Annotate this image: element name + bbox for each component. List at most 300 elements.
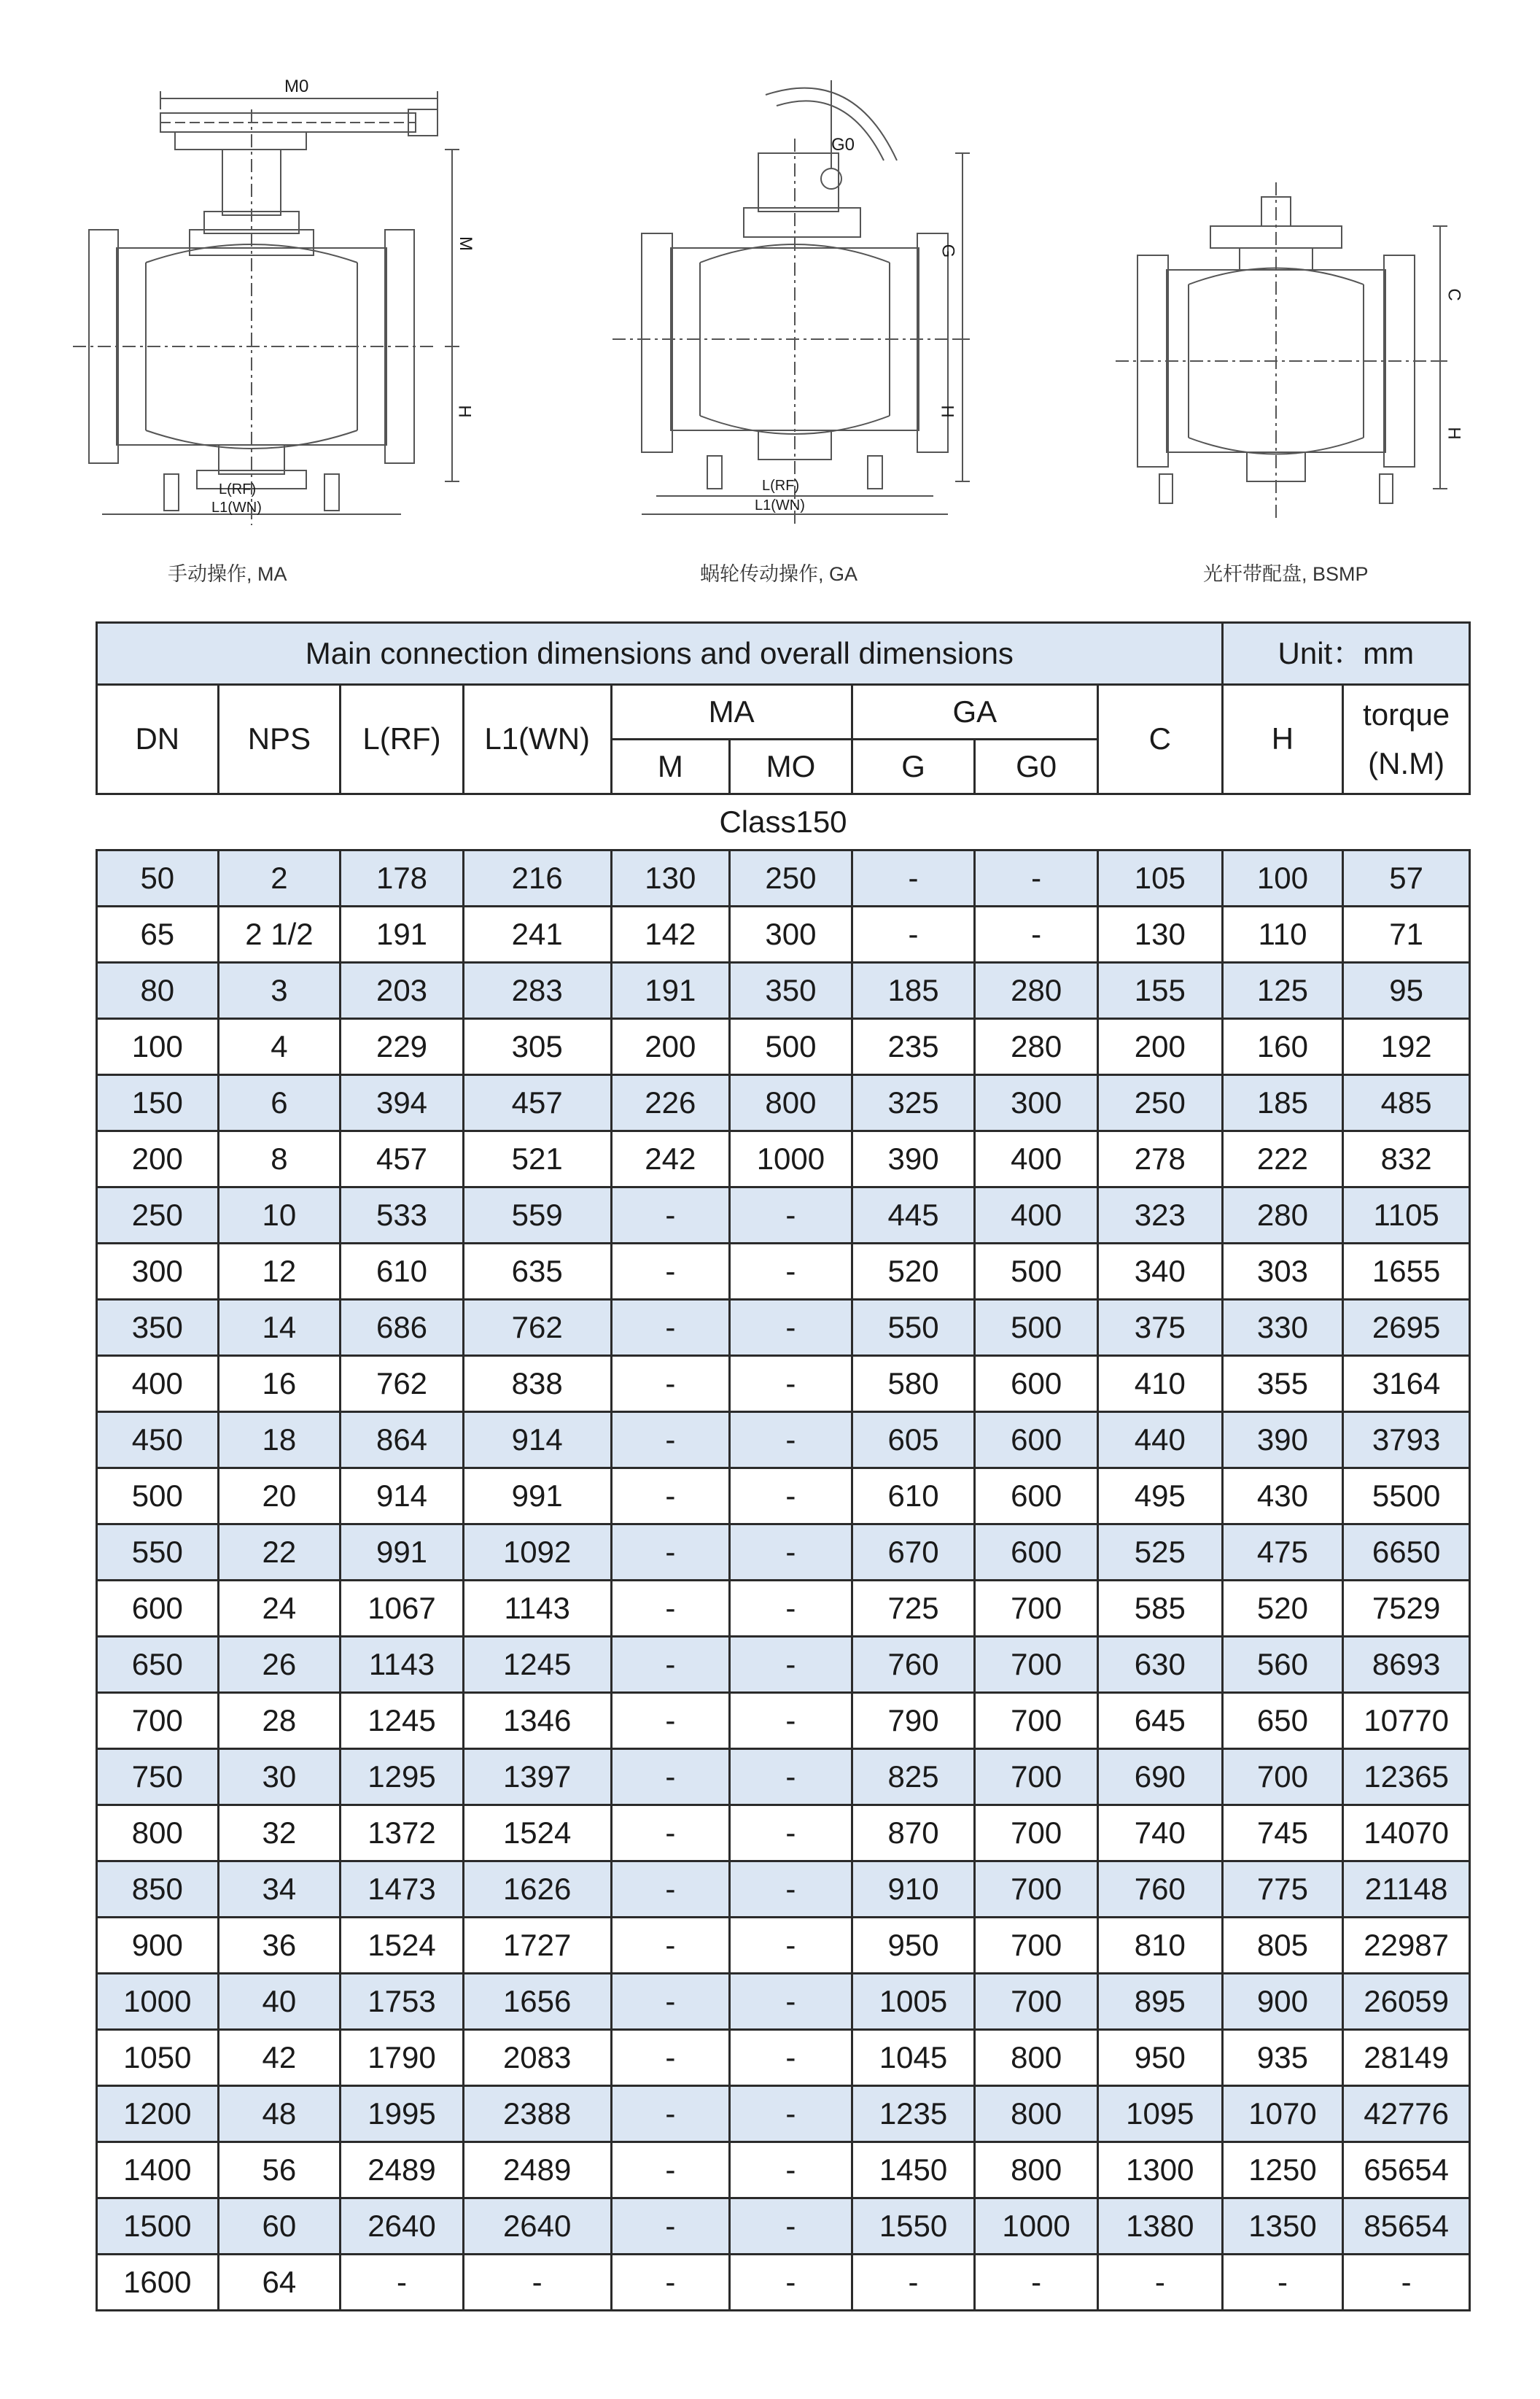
dim-label-g0: G0 [831, 135, 855, 155]
table-cell: 26 [218, 1637, 341, 1693]
header-lrf: L(RF) [341, 685, 464, 794]
table-cell: 57 [1343, 850, 1470, 907]
dim-label-g: G [938, 244, 958, 258]
header-ma: MA [611, 685, 852, 740]
table-cell: - [852, 850, 975, 907]
table-cell: 192 [1343, 1019, 1470, 1075]
table-cell: - [975, 850, 1098, 907]
table-cell: 7529 [1343, 1581, 1470, 1637]
header-torque-line1: torque [1363, 697, 1450, 732]
table-cell: 690 [1097, 1749, 1222, 1805]
table-cell: - [730, 1244, 852, 1300]
table-cell: 700 [97, 1693, 219, 1749]
table-cell: 1005 [852, 1974, 975, 2030]
table-cell: 440 [1097, 1412, 1222, 1468]
table-cell: 1400 [97, 2142, 219, 2198]
header-ga: GA [852, 685, 1097, 740]
table-cell: 40 [218, 1974, 341, 2030]
table-cell: 825 [852, 1749, 975, 1805]
table-cell: 4 [218, 1019, 341, 1075]
table-cell: 1524 [341, 1918, 464, 1974]
table-cell: 2640 [341, 2198, 464, 2255]
table-cell: - [730, 2030, 852, 2086]
table-cell: 600 [975, 1356, 1098, 1412]
table-cell: 16 [218, 1356, 341, 1412]
table-cell: 191 [341, 907, 464, 963]
table-cell: - [463, 2255, 611, 2311]
table-cell: 1626 [463, 1861, 611, 1918]
table-cell: 700 [975, 1861, 1098, 1918]
table-cell: 1070 [1222, 2086, 1343, 2142]
table-cell: 5500 [1343, 1468, 1470, 1524]
table-cell: 430 [1222, 1468, 1343, 1524]
dim-label-l1wn: L1(WN) [211, 500, 262, 516]
table-cell: 900 [97, 1918, 219, 1974]
header-torque [1343, 685, 1470, 794]
table-cell: - [1222, 2255, 1343, 2311]
table-cell: 20 [218, 1468, 341, 1524]
table-cell: 1200 [97, 2086, 219, 2142]
table-cell: 305 [463, 1019, 611, 1075]
table-cell: - [730, 1861, 852, 1918]
table-cell: - [611, 2030, 730, 2086]
table-cell: 2388 [463, 2086, 611, 2142]
table-cell: 36 [218, 1918, 341, 1974]
table-cell: - [730, 1637, 852, 1693]
table-cell: 355 [1222, 1356, 1343, 1412]
table-cell: 14 [218, 1300, 341, 1356]
table-row [97, 850, 1470, 907]
table-cell: 6 [218, 1075, 341, 1131]
table-cell: 520 [1222, 1581, 1343, 1637]
header-mo: MO [730, 740, 852, 794]
table-cell: 100 [97, 1019, 219, 1075]
table-cell: 2489 [341, 2142, 464, 2198]
table-cell: 105 [1097, 850, 1222, 907]
table-cell: 400 [975, 1131, 1098, 1187]
table-cell: 600 [97, 1581, 219, 1637]
table-cell: - [611, 1187, 730, 1244]
table-cell: 2489 [463, 2142, 611, 2198]
table-cell: 457 [463, 1075, 611, 1131]
caption-bsmp: 光杆带配盘, BSMP [1203, 563, 1369, 585]
table-cell: 950 [1097, 2030, 1222, 2086]
dim-label-m0: M0 [284, 77, 309, 96]
table-cell: 870 [852, 1805, 975, 1861]
table-cell: 150 [97, 1075, 219, 1131]
table-cell: 400 [975, 1187, 1098, 1244]
dim-label-h: H [454, 405, 475, 418]
table-row [97, 1805, 1470, 1861]
header-m: M [611, 740, 730, 794]
table-cell: - [730, 1581, 852, 1637]
ga-valve-diagram [612, 58, 977, 525]
table-cell: 610 [341, 1244, 464, 1300]
table-row [97, 1075, 1470, 1131]
table-cell: 6650 [1343, 1524, 1470, 1581]
table-cell: 1346 [463, 1693, 611, 1749]
table-cell: 585 [1097, 1581, 1222, 1637]
table-row [97, 1131, 1470, 1187]
table-cell: 1050 [97, 2030, 219, 2086]
table-cell: 950 [852, 1918, 975, 1974]
table-cell: - [611, 1918, 730, 1974]
table-cell: 457 [341, 1131, 464, 1187]
table-cell: 80 [97, 963, 219, 1019]
table-cell: 610 [852, 1468, 975, 1524]
table-cell: - [611, 2142, 730, 2198]
table-cell: 241 [463, 907, 611, 963]
header-l1wn: L1(WN) [463, 685, 611, 794]
table-row [97, 1693, 1470, 1749]
table-cell: 533 [341, 1187, 464, 1244]
table-cell: 1095 [1097, 2086, 1222, 2142]
table-cell: - [852, 907, 975, 963]
table-cell: 22987 [1343, 1918, 1470, 1974]
table-cell: 650 [97, 1637, 219, 1693]
table-cell: 250 [730, 850, 852, 907]
table-cell: 3793 [1343, 1412, 1470, 1468]
table-cell: - [730, 1693, 852, 1749]
table-cell: - [611, 1861, 730, 1918]
table-cell: 762 [463, 1300, 611, 1356]
table-row [97, 1187, 1470, 1244]
table-cell: 550 [852, 1300, 975, 1356]
table-cell: 700 [975, 1918, 1098, 1974]
table-cell: 28149 [1343, 2030, 1470, 2086]
table-cell: 805 [1222, 1918, 1343, 1974]
table-cell: 700 [1222, 1749, 1343, 1805]
table-cell: 191 [611, 963, 730, 1019]
table-cell: 700 [975, 1805, 1098, 1861]
table-cell: 280 [975, 1019, 1098, 1075]
table-cell: 222 [1222, 1131, 1343, 1187]
table-cell: 242 [611, 1131, 730, 1187]
table-cell: 1397 [463, 1749, 611, 1805]
table-cell: 520 [852, 1244, 975, 1300]
table-cell: 1656 [463, 1974, 611, 2030]
table-cell: - [611, 1637, 730, 1693]
table-cell: 485 [1343, 1075, 1470, 1131]
table-cell: 935 [1222, 2030, 1343, 2086]
dim-label-lrf: L(RF) [219, 481, 257, 497]
table-cell: 340 [1097, 1244, 1222, 1300]
table-cell: 475 [1222, 1524, 1343, 1581]
table-cell: 200 [1097, 1019, 1222, 1075]
table-cell: - [611, 1244, 730, 1300]
table-cell: 2 [218, 850, 341, 907]
table-cell: 394 [341, 1075, 464, 1131]
table-cell: 375 [1097, 1300, 1222, 1356]
caption-ma: 手动操作, MA [168, 563, 287, 585]
table-cell: 300 [97, 1244, 219, 1300]
dim-label-h: H [937, 405, 957, 418]
table-cell: 635 [463, 1244, 611, 1300]
table-cell: 550 [97, 1524, 219, 1581]
table-cell: 1235 [852, 2086, 975, 2142]
table-cell: 2640 [463, 2198, 611, 2255]
table-cell: 200 [611, 1019, 730, 1075]
drawing-bsmp [1116, 182, 1466, 518]
table-title: Main connection dimensions and overall dimensions [97, 623, 1223, 685]
dim-label-h: H [1444, 427, 1464, 440]
table-cell: - [730, 1412, 852, 1468]
table-cell: - [611, 1356, 730, 1412]
table-cell: 216 [463, 850, 611, 907]
table-cell: 900 [1222, 1974, 1343, 2030]
table-cell: 1727 [463, 1918, 611, 1974]
table-cell: - [1097, 2255, 1222, 2311]
table-cell: 1250 [1222, 2142, 1343, 2198]
table-cell: 580 [852, 1356, 975, 1412]
table-cell: 895 [1097, 1974, 1222, 2030]
table-cell: - [611, 1749, 730, 1805]
table-cell: 21148 [1343, 1861, 1470, 1918]
table-row [97, 907, 1470, 963]
table-cell: 700 [975, 1581, 1098, 1637]
table-cell: - [611, 1693, 730, 1749]
dim-label-m: M [456, 236, 475, 251]
bsmp-valve-diagram [1116, 182, 1466, 518]
table-cell: 559 [463, 1187, 611, 1244]
table-cell: 71 [1343, 907, 1470, 963]
table-cell: 1092 [463, 1524, 611, 1581]
table-row [97, 1861, 1470, 1918]
table-cell: 323 [1097, 1187, 1222, 1244]
table-cell: 991 [341, 1524, 464, 1581]
table-cell: 280 [1222, 1187, 1343, 1244]
table-cell: - [730, 1749, 852, 1805]
table-cell: 2 1/2 [218, 907, 341, 963]
header-g: G [852, 740, 975, 794]
table-cell: 3 [218, 963, 341, 1019]
table-cell: 110 [1222, 907, 1343, 963]
table-cell: 800 [975, 2086, 1098, 2142]
table-cell: 800 [975, 2030, 1098, 2086]
table-row [97, 1974, 1470, 2030]
table-row [97, 1918, 1470, 1974]
table-cell: - [975, 907, 1098, 963]
table-cell: 645 [1097, 1693, 1222, 1749]
table-cell: 10 [218, 1187, 341, 1244]
table-cell: 775 [1222, 1861, 1343, 1918]
table-cell: 525 [1097, 1524, 1222, 1581]
table-cell: 740 [1097, 1805, 1222, 1861]
table-row [97, 1300, 1470, 1356]
table-cell: 700 [975, 1637, 1098, 1693]
table-cell: 1473 [341, 1861, 464, 1918]
table-cell: 495 [1097, 1468, 1222, 1524]
dim-label-l1wn: L1(WN) [755, 497, 805, 513]
table-cell: 600 [975, 1524, 1098, 1581]
table-cell: 910 [852, 1861, 975, 1918]
table-cell: 142 [611, 907, 730, 963]
table-cell: 630 [1097, 1637, 1222, 1693]
table-cell: 300 [975, 1075, 1098, 1131]
table-cell: 700 [975, 1693, 1098, 1749]
table-cell: 100 [1222, 850, 1343, 907]
table-cell: 1524 [463, 1805, 611, 1861]
header-dn: DN [97, 685, 219, 794]
table-cell: 2083 [463, 2030, 611, 2086]
table-cell: - [341, 2255, 464, 2311]
table-cell: 325 [852, 1075, 975, 1131]
table-cell: 3164 [1343, 1356, 1470, 1412]
table-cell: 500 [730, 1019, 852, 1075]
table-cell: - [730, 2198, 852, 2255]
table-cell: 278 [1097, 1131, 1222, 1187]
table-cell: 750 [97, 1749, 219, 1805]
table-cell: 686 [341, 1300, 464, 1356]
table-row [97, 1468, 1470, 1524]
table-row [97, 2255, 1470, 2311]
table-cell: 991 [463, 1468, 611, 1524]
drawing-ma [73, 44, 481, 525]
table-cell: 1105 [1343, 1187, 1470, 1244]
table-cell: 832 [1343, 1131, 1470, 1187]
dim-label-c: C [1444, 288, 1464, 301]
table-cell: 1995 [341, 2086, 464, 2142]
header-g0: G0 [975, 740, 1098, 794]
table-header-row-1 [97, 685, 1470, 740]
table-cell: 500 [975, 1300, 1098, 1356]
table-cell: 521 [463, 1131, 611, 1187]
table-cell: 1295 [341, 1749, 464, 1805]
header-c: C [1097, 685, 1222, 794]
table-cell: 14070 [1343, 1805, 1470, 1861]
table-cell: - [611, 2198, 730, 2255]
table-cell: 350 [730, 963, 852, 1019]
caption-ga: 蜗轮传动操作, GA [700, 563, 858, 585]
table-cell: - [730, 1524, 852, 1581]
table-cell: 500 [975, 1244, 1098, 1300]
table-cell: - [730, 1356, 852, 1412]
table-cell: - [730, 1300, 852, 1356]
header-nps: NPS [218, 685, 341, 794]
table-cell: 914 [463, 1412, 611, 1468]
table-row [97, 1244, 1470, 1300]
table-cell: 1000 [97, 1974, 219, 2030]
table-cell: - [611, 1412, 730, 1468]
table-cell: 18 [218, 1412, 341, 1468]
table-row [97, 1356, 1470, 1412]
table-cell: - [611, 1974, 730, 2030]
table-cell: 10770 [1343, 1693, 1470, 1749]
drawing-ga [612, 58, 977, 525]
table-cell: 160 [1222, 1019, 1343, 1075]
table-cell: 65 [97, 907, 219, 963]
table-cell: 1600 [97, 2255, 219, 2311]
table-cell: 745 [1222, 1805, 1343, 1861]
table-cell: 50 [97, 850, 219, 907]
table-cell: 200 [97, 1131, 219, 1187]
table-cell: 450 [97, 1412, 219, 1468]
table-cell: 1753 [341, 1974, 464, 2030]
table-cell: 30 [218, 1749, 341, 1805]
dimension-table [96, 621, 1471, 2311]
table-cell: 838 [463, 1356, 611, 1412]
table-cell: 250 [97, 1187, 219, 1244]
table-cell: 1450 [852, 2142, 975, 2198]
table-cell: 410 [1097, 1356, 1222, 1412]
table-cell: 350 [97, 1300, 219, 1356]
table-cell: - [611, 2255, 730, 2311]
table-cell: 1143 [463, 1581, 611, 1637]
table-cell: 864 [341, 1412, 464, 1468]
class-row [97, 794, 1470, 850]
table-cell: - [730, 1187, 852, 1244]
table-cell: 670 [852, 1524, 975, 1581]
class-label: Class150 [97, 794, 1470, 850]
table-cell: 64 [218, 2255, 341, 2311]
table-cell: 1245 [463, 1637, 611, 1693]
table-cell: 1550 [852, 2198, 975, 2255]
table-cell: 600 [975, 1412, 1098, 1468]
table-cell: - [730, 2255, 852, 2311]
table-title-row [97, 623, 1470, 685]
table-cell: 283 [463, 963, 611, 1019]
table-cell: 605 [852, 1412, 975, 1468]
table-cell: 280 [975, 963, 1098, 1019]
table-cell: 790 [852, 1693, 975, 1749]
table-cell: 800 [97, 1805, 219, 1861]
table-cell: - [730, 1468, 852, 1524]
table-cell: 65654 [1343, 2142, 1470, 2198]
table-cell: 203 [341, 963, 464, 1019]
table-cell: 95 [1343, 963, 1470, 1019]
table-cell: 26059 [1343, 1974, 1470, 2030]
table-cell: 155 [1097, 963, 1222, 1019]
table-cell: 24 [218, 1581, 341, 1637]
table-row [97, 2198, 1470, 2255]
table-cell: - [611, 1805, 730, 1861]
table-cell: 1500 [97, 2198, 219, 2255]
table-cell: 600 [975, 1468, 1098, 1524]
header-torque-line2: (N.M) [1368, 745, 1445, 780]
table-cell: 1380 [1097, 2198, 1222, 2255]
table-cell: 560 [1222, 1637, 1343, 1693]
table-cell: 125 [1222, 963, 1343, 1019]
table-cell: 800 [975, 2142, 1098, 2198]
table-row [97, 1749, 1470, 1805]
table-row [97, 1412, 1470, 1468]
table-cell: 22 [218, 1524, 341, 1581]
table-cell: - [730, 2142, 852, 2198]
table-cell: 185 [1222, 1075, 1343, 1131]
table-cell: - [611, 1300, 730, 1356]
table-cell: 185 [852, 963, 975, 1019]
table-cell: 760 [1097, 1861, 1222, 1918]
table-row [97, 1524, 1470, 1581]
table-cell: 1372 [341, 1805, 464, 1861]
table-cell: 810 [1097, 1918, 1222, 1974]
table-row [97, 1019, 1470, 1075]
table-cell: 42 [218, 2030, 341, 2086]
table-cell: 1350 [1222, 2198, 1343, 2255]
table-cell: 303 [1222, 1244, 1343, 1300]
table-cell: 1245 [341, 1693, 464, 1749]
table-cell: 32 [218, 1805, 341, 1861]
table-cell: 700 [975, 1749, 1098, 1805]
ma-valve-diagram [73, 44, 481, 525]
table-cell: - [975, 2255, 1098, 2311]
table-cell: 56 [218, 2142, 341, 2198]
table-cell: 1790 [341, 2030, 464, 2086]
table-row [97, 1581, 1470, 1637]
table-cell: 725 [852, 1581, 975, 1637]
table-cell: 1300 [1097, 2142, 1222, 2198]
table-cell: 330 [1222, 1300, 1343, 1356]
